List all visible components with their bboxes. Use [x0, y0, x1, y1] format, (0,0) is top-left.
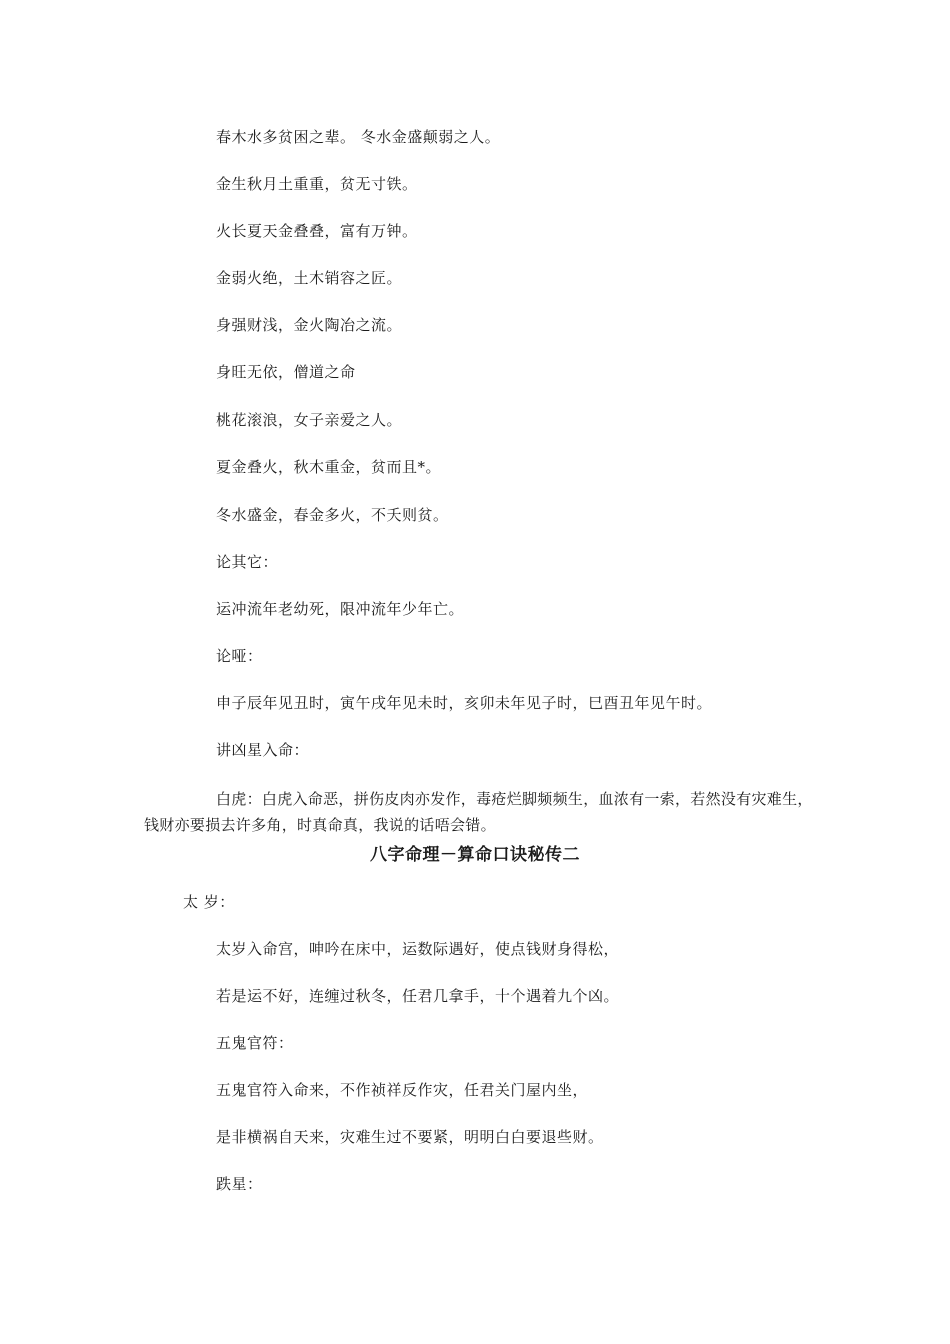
section-heading: 太 岁： — [183, 893, 235, 911]
text-line: 身强财浅，金火陶冶之流。 — [216, 316, 403, 334]
text-line: 金弱火绝，土木销容之匠。 — [216, 269, 403, 287]
text-line: 运冲流年老幼死，限冲流年少年亡。 — [216, 600, 465, 618]
section-heading: 论其它： — [216, 553, 279, 571]
text-line: 桃花滚浪，女子亲爱之人。 — [216, 411, 403, 429]
section-heading: 讲凶星入命： — [216, 741, 310, 759]
text-line: 若是运不好，连缠过秋冬，任君几拿手，十个遇着九个凶。 — [216, 987, 620, 1005]
section-heading: 跌星： — [216, 1175, 263, 1193]
text-line: 太岁入命宫，呻吟在床中，运数际遇好，使点钱财身得松， — [216, 940, 620, 958]
text-line: 冬水盛金，春金多火，不夭则贫。 — [216, 506, 449, 524]
section-heading: 论哑： — [216, 647, 263, 665]
text-line: 金生秋月土重重，贫无寸铁。 — [216, 175, 418, 193]
baihu-paragraph: 白虎：白虎入命恶，拼伤皮肉亦发作，毒疮烂脚频频生，血浓有一索，若然没有灾难生，钱财亦要损去许多角，时真命真，我说的话唔会错。 — [144, 790, 813, 834]
text-line: 夏金叠火，秋木重金，贫而且*。 — [216, 458, 442, 476]
section-heading: 五鬼官符： — [216, 1034, 294, 1052]
text-line: 火长夏天金叠叠，富有万钟。 — [216, 222, 418, 240]
text-line: 身旺无依，僧道之命 — [216, 363, 356, 381]
text-line: 是非横祸自天来，灾难生过不要紧，明明白白要退些财。 — [216, 1128, 604, 1146]
text-line: 五鬼官符入命来，不作祯祥反作灾，任君关门屋内坐， — [216, 1081, 589, 1099]
text-line: 申子辰年见丑时，寅午戌年见未时，亥卯未年见子时，巳酉丑年见午时。 — [216, 694, 713, 712]
text-line: 春木水多贫困之辈。 冬水金盛颠弱之人。 — [216, 128, 501, 146]
document-title: 八字命理－算命口诀秘传二 — [370, 845, 580, 865]
